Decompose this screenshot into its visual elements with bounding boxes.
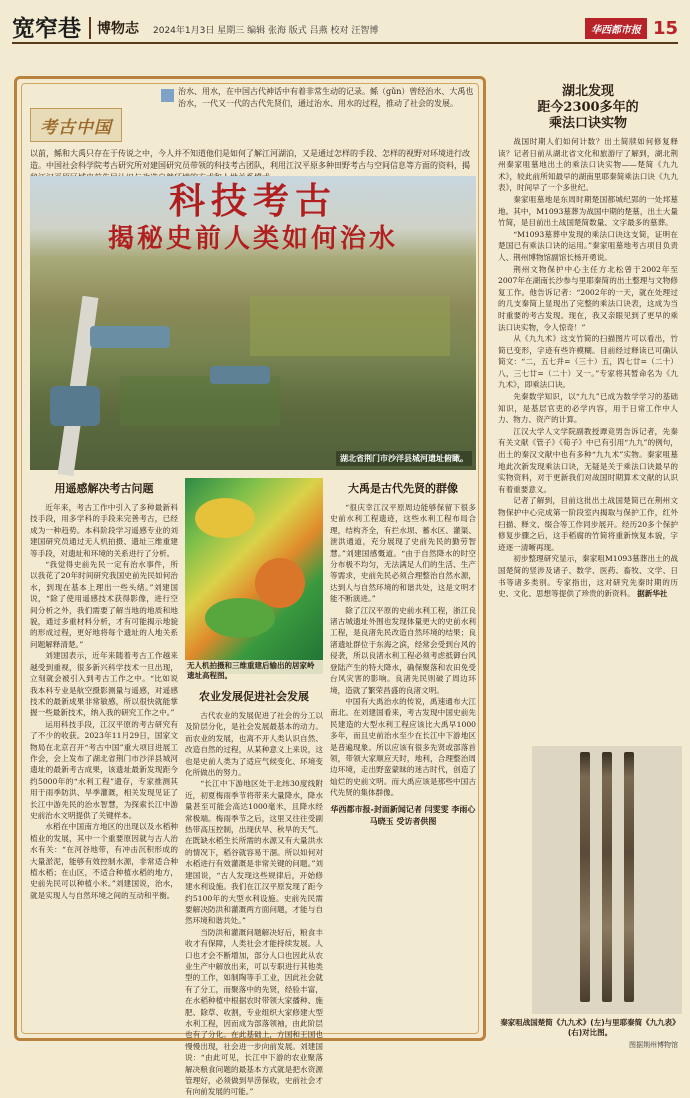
paper-name: 华西都市报 — [585, 18, 647, 39]
paragraph: 除了江汉平原的史前水利工程，浙江良渚古城遗址外围也发现体量更大的史前水利工程，是良渚先民改造自然环境的结果；良渚遗址群位于东海之滨，经常会受到台风的侵袭，所以良渚水利工程必须考虑抵御台风登陆产生的特大降水，确保聚落和农田免受台风灾害的影响。良渚先民则破了周边环境，造就了繁荣昌盛的良渚文明。 — [330, 605, 476, 695]
map-blob — [255, 558, 305, 608]
paragraph: 记者了解到，目前这批出土战国楚简已在荆州文物保护中心完成第一阶段室内揭取与保护工作，红外扫描、释文、缀合等工作同步展开。经历20多个保护修复步骤之后，这手稻腐的竹简将重新恢复本貌，字迹逐一清晰再现。 — [498, 496, 678, 552]
paragraph: 从《九九术》这支竹简的扫描图片可以看出，竹简已变形，字迹有些许模糊。目前经过释读已可确认简文：“二，五七并=（三十）五，四七廿=（二十）八，三七廿=（二十）又一。”专家将其暂命名为《九九术》，即乘法口诀。 — [498, 334, 678, 390]
column-badge — [30, 108, 122, 142]
photo-pond — [210, 366, 270, 384]
paragraph: 荆州文物保护中心主任方北松曾于2002年至2007年在湖南长沙参与里耶秦简的出土整理与文物修复工作。他告诉记者：“2002年的一天，就在处理过的几支秦简上显现出了完整的乘法口诀表，这成为当时重要的考古发现。现在，我又亲眼见到了更早的乘法口诀实物，令人惊奇！” — [498, 264, 678, 332]
slips-source: 图据荆州博物馆 — [629, 1041, 678, 1049]
paragraph: “长江中下游地区处于北纬30度线附近，初夏梅雨季节将带来大量降水，降水量甚至可能会高达1000毫米，且降水经常极端。梅雨季节之后，这里又往往受副热带高压控制，出现伏旱、秋旱的天气。在既缺水稻生长所需的水源又有大量洪水的情况下，稻谷就容易干涸。所以如何对水稻进行有效灌溉是非常关键的问题。”刘建国说，“古人发现这些规律后，开始修建水利设施。我们在江汉平原发现了距今约5100年的大型水利设施。史前先民需要解决防洪和灌溉两方面问题，才能与自然环境和谐共处。” — [185, 779, 323, 926]
column-title: 宽窄巷 — [12, 15, 81, 42]
article-column-1 — [30, 478, 178, 901]
paragraph: 中国有大禹治水的传说，禹速通布大江南北。在刘建国看来，考古发现中国史前先民建造的大型水利工程应该比大禹早1000多年，而且史前治水至少在长江中下游地区是普遍现象。所以应该有很多先贤或部落首领，带领大家顺应天时，地利，合理整治周边环境，走出野蛮蒙昧的迷古时代，创造了灿烂的史前文明。而大禹应该是那些中国古代先贤的集体群像。 — [330, 696, 476, 798]
paragraph: 近年来，考古工作中引入了多种最新科技手段，用多学科的手段来完善考古，已经成为一种趋势。本科阶段学习遥感专业的刘建国研究员通过无人机拍摄、遗址三维重建等手段，对遗址和环境的关系进行了分析。 — [30, 503, 178, 558]
subheading: 大禹是古代先贤的群像 — [348, 482, 458, 495]
bamboo-slip — [624, 752, 634, 1002]
page-number: 15 — [652, 18, 678, 39]
paragraph: 刘建国表示，近年来随着考古工作越来越受到重视，很多新兴科学技术一旦出现，立刻就会被引入到考古工作之中。“比如说我本科专业是航空摄影测量与遥感，对遥感技术的最新成果非常敏感，所以很快就能掌握一些最新技术，纳入我的研究工作之中。” — [30, 651, 178, 718]
paragraph: 先秦数学知识，以“九九”已成为数学学习的基础知识，是基层官吏的必学内容，用于日常工作中人力、物力、资产的计算。 — [498, 392, 678, 425]
headline-line-1: 科技考古 — [168, 180, 337, 222]
paragraph: 古代农业的发展促进了社会的分工以及阶层分化，是社会发展最基本的动力。而农业的发展，也离不开人类认识自然、改造自然的过程，从某种意义上来说，这也是史前人类为了适应气候变化、环境变化所做出的努力。 — [185, 711, 323, 778]
headline — [30, 180, 476, 256]
paragraph: 当防洪和灌溉问题解决好后，粮食丰收才有保障，人类社会才能持续发展。人口也才会不断增加，部分人口也因此从农业生产中解放出来，可以专职进行其他类型的工作，如制陶等手工业，因此社会就有了分工，而聚落中的先贤，经验丰富，在水稻种植中根据农时带领大家播种、施肥、除草、收割，专业组织大家修建大型水利工程，因而成为部落领袖，由此阶层也有了分化。在此基础上，方国和王国也慢慢出现，社会进一步向前发展。刘建国说：“由此可见，长江中下游的农业聚落解决粮食问题的最基本方式就是把水资源管理好，必须做到旱涝保收，史前社会才有向前发展的可能。” — [185, 927, 323, 1097]
photo-caption: 湖北省荆门市沙洋县城河遗址俯瞰。 — [336, 451, 472, 466]
paragraph: 运用科技手段，江汉平原的考古研究有了不少的收获。2023年11月29日，国家文物局在北京召开“考古中国”重大项目进展工作会，会上发布了湖北省荆门市沙洋县城河遗址的最新考古成果，该遗址最新发现距今约5000年的“水利工程”遗存，专家推测其用于雨季防洪、旱季灌溉，相关发现见证了长江中游先民的治水智慧，为探索长江中游史前治水文明提供了关键样本。 — [30, 719, 178, 820]
paragraph: 水稻在中国南方地区的出现以及水稻种植业的发展，其中一个重要原因就与古人治水有关：“在河谷地带，有冲击沉积形成的大量淤泥，能够有效控制水源，非常适合种植水稻；在山区，不适合种植水稻的地方，史前先民可以种植小米。”刘建国说，治水，就是实现人与自然环境之间的互动和平衡。 — [30, 822, 178, 900]
paragraph: 战国时期人们如何计数？出土简牍如何修复释读？记者日前从湖北省文化和旅游厅了解到，湖北荆州秦家咀墓地出土的乘法口诀实物——楚简《九九术》，较此前所知最早的湖南里耶秦简乘法口诀《九九表》，时间早了一个多世纪。 — [498, 137, 678, 193]
article-column-3 — [330, 478, 476, 827]
page-header — [12, 14, 678, 44]
subheading: 用遥感解决考古问题 — [54, 482, 154, 495]
paragraph: 秦家咀墓地是东周时期楚国都城纪郢的一处邦墓地。其中，M1093墓葬为战国中期的楚墓，出土大量竹简，是目前出土战国楚简数量、文字最多的墓葬。 — [498, 194, 678, 228]
photo-pond — [50, 386, 100, 426]
paragraph: “M1093墓葬中发现的乘法口诀这支简，证明在楚国已有乘法口诀的运用。”秦家咀墓地考古项目负责人、荆州博物馆副馆长杨开勇说。 — [498, 229, 678, 262]
bamboo-slip — [580, 752, 590, 1002]
map-blob — [205, 598, 275, 638]
paragraph: “我觉得史前先民一定有治水事件，所以我花了20年时间研究我国史前先民如何治水，到现在基本上理出一些头绪。”刘建国说，“除了使用遥感技术获得影像，进行空间分析之外，我们需要了解当地的地质和地貌，通过多重材料分析，才有可能揭示地貌的形成过程，更好地将每个遗址的人地关系问题解释清楚。” — [30, 560, 178, 649]
paragraph: “很庆幸江汉平原周边能够保留下很多史前水利工程遗迹，这些水利工程布局合理，结构齐全，有拦水坝、蓄水区、灌渠、泄洪通道，充分展现了史前先民的勤劳智慧。”刘建国感慨道。“由于自然降水的时空分布极不均匀，无法满足人们的生活、生产等需求，史前先民必须合理整治自然水源，达到人与自然环境的和谐共处，这是文明才能不断演进。” — [330, 503, 476, 604]
side-headline — [498, 84, 678, 132]
square-marker-icon — [161, 89, 174, 102]
subheading: 农业发展促进社会发展 — [199, 690, 309, 703]
side-headline-line: 距今2300多年的 — [537, 100, 639, 115]
bamboo-slip — [602, 752, 612, 1002]
bamboo-slips-photo — [532, 746, 682, 1014]
intro-text-2: 以前，鲧和大禹只存在于传说之中，今人并不知道他们是如何了解江河湖泊，又是通过怎样的手段、怎样的视野对环境进行改造。中国社会科学院考古研究所对建国研究员带领的科技考古团队，利用江汉平原多种田野考古与空间信息等方面的资料，揭 — [30, 149, 470, 170]
paragraph: 江汉大学人文学院副教授谭竞男告诉记者，先秦有关文献《管子》《荀子》中已有引用“九九”的例句，出土的秦汉文献中也有多种“九九术”实物。秦家咀墓地此次新发现乘法口诀，无疑是关于乘法口诀最早的实物资料，对于更新我们对战国时期算术文献的认识有着重要意义。 — [498, 426, 678, 494]
masthead-logo — [585, 18, 678, 39]
map-blob — [195, 498, 255, 538]
issue-meta: 2024年1月3日 星期三 编辑 张海 版式 吕燕 校对 汪智博 — [153, 26, 379, 36]
badge-label: 考古中国 — [40, 117, 112, 138]
elevation-map — [185, 478, 323, 674]
side-credit: 据新华社 — [637, 589, 668, 599]
intro-text: 治水、用水，在中国古代神话中有着非常生动的记录。鲧（gǔn）曾经治水、大禹也治水，一代又一代的古代先贤们，通过治水、用水的过程，推动了社会的发展。 — [178, 87, 474, 108]
side-headline-line: 乘法口诀实物 — [548, 116, 627, 131]
side-headline-line: 湖北发现 — [561, 84, 614, 99]
paragraph-text: 初步整理研究显示，秦家咀M1093墓葬出土的战国楚简的竖涉及诸子、数学、医药、畜牧、文学、日书等诸多类别。专家指出，这对研究先秦时期的历史、文化、思想等提供了珍贵的新资料。 — [498, 554, 678, 599]
headline-line-2: 揭秘史前人类如何治水 — [107, 224, 398, 254]
section-title: 博物志 — [97, 21, 139, 37]
photo-pond — [90, 326, 170, 348]
byline: 华西都市报-封面新闻记者 闫雯雯 李雨心 马晓玉 受访者供图 — [330, 803, 476, 826]
article-column-2 — [185, 686, 323, 1098]
photo-field — [250, 296, 450, 356]
header-divider — [89, 17, 91, 39]
map-caption: 无人机拍摄和三维重建后输出的居家岭遗址高程图。 — [185, 660, 323, 682]
paragraph — [498, 553, 678, 599]
side-article — [498, 136, 678, 600]
slips-caption: 秦家咀战国楚简《九九术》(左)与里耶秦简《九九表》(右)对比图。 — [500, 1018, 680, 1037]
